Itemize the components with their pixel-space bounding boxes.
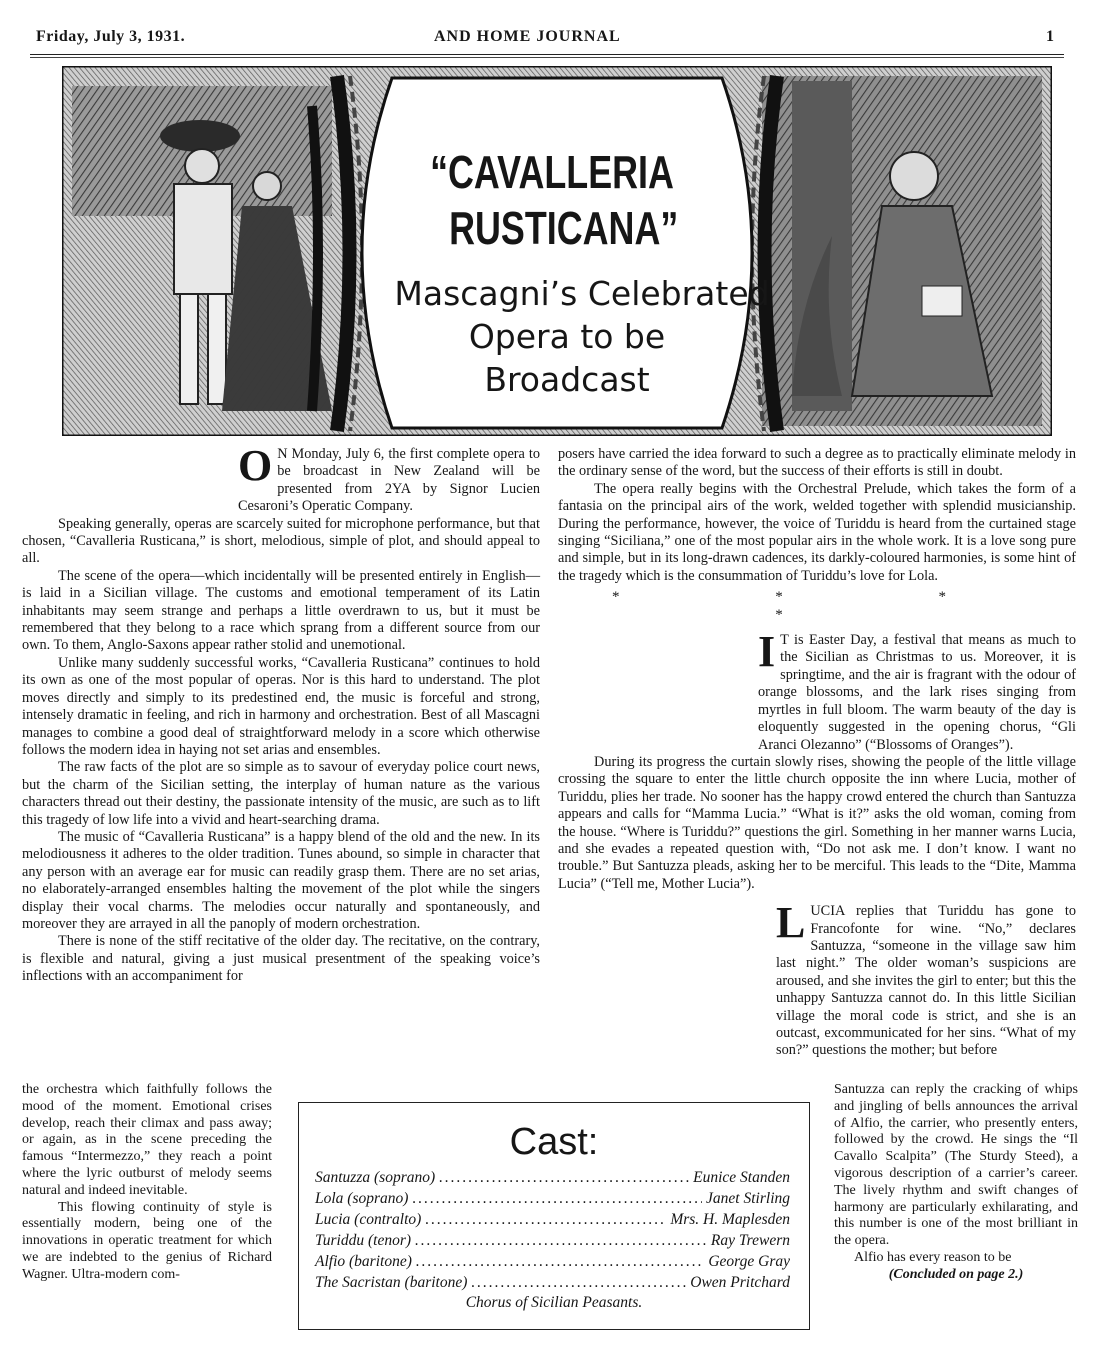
cast-row (315, 1274, 790, 1292)
drop-cap: I (758, 627, 776, 677)
banner-title-line2: RUSTICANA” (449, 202, 679, 254)
banner-title-line1: “CAVALLERIA (430, 146, 674, 198)
drop-cap: L (776, 898, 806, 948)
cast-performer: George Gray (708, 1253, 790, 1270)
article-paragraph: O N Monday, July 6, the first complete opera to be broadcast in New Zealand will be presented from 2YA by Signor Lucien Cesaroni’s Operatic Company. (238, 441, 540, 515)
cast-row (315, 1253, 790, 1271)
cast-performer: Owen Pritchard (690, 1274, 790, 1291)
article-right-column-narrow (834, 1082, 1078, 1284)
page-number: 1 (1046, 28, 1055, 45)
banner-subtitle (332, 272, 772, 401)
article-paragraph: Santuzza can reply the cracking of whips and jingling of bells announces the arrival of Alfio, the carrier, who presently enters, followed by the crowd. He sings the “Il Cavallo Scalpita” (The Sturdy Steed), a vigorous description of a carrier’s career. The lively rhythm and swift changes of harmony are particularly exhilarating, and this number is one of the most brilliant in the opera. (834, 1082, 1078, 1249)
cast-row (315, 1211, 790, 1229)
leader-dots (425, 1211, 666, 1229)
cast-performer: Mrs. H. Maplesden (670, 1211, 790, 1228)
cast-performer: Ray Trewern (710, 1232, 790, 1249)
article-paragraph: Alfio has every reason to be (854, 1249, 1012, 1265)
cast-performer: Eunice Standen (693, 1169, 790, 1186)
banner-subtitle-line3: Broadcast (484, 360, 650, 399)
leader-dots (439, 1169, 689, 1187)
leader-dots (415, 1232, 707, 1250)
header-rule-secondary (30, 57, 1064, 58)
article-paragraph: The opera really begins with the Orchestral Prelude, which takes the form of a fantasia on the principal airs of the work, welded together with splendid musicianship. During the performance, however, the voice of Turiddu is heard from the curtained stage singing “Siciliana,” one of the most popular airs in the whole work. It is a love song pure and simple, but in its long-drawn cadences, its darkly-coloured harmonies, is some hint of the tragedy which is the consummation of Turiddu’s love for Lola. (558, 480, 1076, 584)
cast-row (315, 1169, 790, 1187)
article-paragraph: The raw facts of the plot are so simple as to savour of everyday police court news, but the charm of the Sicilian setting, the interplay of human nature as the various characters thread out their destiny, the passionate intensity of the music, are such as to lift this tragedy of low life into a vivid and heart-searching drama. (22, 759, 540, 828)
continued-notice: (Concluded on page 2.) (888, 1266, 1024, 1282)
cast-box (298, 1102, 810, 1330)
cast-title: Cast: (509, 1121, 599, 1163)
cast-role: Lucia (contralto) (315, 1211, 422, 1228)
leader-dots (412, 1190, 702, 1208)
header-rule (30, 54, 1064, 55)
cast-chorus: Chorus of Sicilian Peasants. (465, 1294, 643, 1311)
article-paragraph: Speaking generally, operas are scarcely suited for microphone performance, but that chosen, “Cavalleria Rusticana,” is short, melodious, simple of plot, and should appeal to all. (22, 515, 540, 567)
article-paragraph: There is none of the stiff recitative of the older day. The recitative, on the contrary, is flexible and natural, giving a just musical presentment of the speaking voice’s inflections with an accompaniment for (22, 933, 540, 985)
cast-role: Lola (soprano) (315, 1190, 409, 1207)
cast-role: The Sacristan (baritone) (315, 1274, 468, 1291)
drop-cap: O (238, 441, 273, 490)
article-paragraph: the orchestra which faithfully follows the mood of the moment. Emotional crises develop, reach their climax and pass away; or again, as in the scene preceding the famous “Intermezzo,” they reach a point where the lyric outburst of melody seems natural and indeed inevitable. (22, 1082, 272, 1198)
leader-dots (416, 1253, 704, 1271)
issue-date: Friday, July 3, 1931. (36, 28, 186, 45)
cast-role: Santuzza (soprano) (315, 1169, 436, 1186)
opera-banner-illustration (62, 66, 1052, 436)
section-divider-stars: * * * * (612, 589, 1022, 623)
article-paragraph: I T is Easter Day, a festival that means as much to the Sicilian as Christmas to us. Moreover, it is springtime, and the air is fragrant with the odour of orange blossoms, and the lark rises singing from myrtles in full bloom. The warm beauty of the day is eloquently suggested in the opening chorus, “Gli Aranci Olezanno” (“Blossoms of Oranges”). (758, 627, 1076, 753)
article-paragraph: During its progress the curtain slowly rises, showing the people of the little village crossing the square to enter the little church opposite the inn where Lucia, mother of Turiddu, plies her trade. No sooner has the happy crowd entered the church than Santuzza appears and calls for “Mamma Lucia.” “What is it?” asks the old woman, coming from the house. “Where is Turiddu?” questions the girl. Something in her manner warns Lucia, and she evades a repeated question with, “Do not ask me. I don’t know. I want no trouble.” But Santuzza pleads, asking her to be merciful. This leads to the “Dite, Mamma Lucia” (“Tell me, Mother Lucia”). (558, 753, 1076, 892)
cast-role: Turiddu (tenor) (315, 1232, 412, 1249)
article-paragraph: The music of “Cavalleria Rusticana” is a happy blend of the old and the new. In its melodiousness it adheres to the older tradition. Tunes abound, so simple in character that any person with an average ear for music can readily grasp them. There are no set arias, no elaborately-arranged ensembles halting the movement of the plot while the singers display their vocal charms. The melodies occur naturally and spontaneously, and moreover they are arrayed in all the panoply of modern orchestration. (22, 828, 540, 932)
cast-performer: Janet Stirling (706, 1190, 790, 1207)
leader-dots (471, 1274, 686, 1292)
cast-role: Alfio (baritone) (315, 1253, 412, 1270)
publication-name: AND HOME JOURNAL (434, 28, 621, 45)
article-left-column (22, 441, 540, 986)
article-paragraph: LUCIA replies that Turiddu has gone to Francofonte for wine. “No,” declares Santuzza, “someone in the village saw him last night.” The older woman’s suspicions are aroused, and she invites the girl to enter; but this the unhappy Santuzza cannot do. In this little Sicilian village the moral code is strict, and she is an outcast, excommunicated for her sins. “What of my son?” questions the mother; but before (776, 898, 1076, 1059)
banner-subtitle-line1: Mascagni’s Celebrated (394, 274, 770, 313)
article-paragraph: posers have carried the idea forward to such a degree as to practically eliminate melody in the ordinary sense of the word, but the success of their efforts is still in doubt. (558, 446, 1076, 480)
banner-subtitle-line2: Opera to be (468, 317, 666, 356)
article-right-column (558, 446, 1076, 1060)
banner-title (380, 144, 723, 256)
article-paragraph: Unlike many suddenly successful works, “Cavalleria Rusticana” continues to hold its own as one of the most popular of operas. Nor is this hard to understand. The plot moves directly and simply to its predestined end, the music is forceful and strong, intensely dramatic in feeling, and rich in harmony and orchestration. Best of all Mascagni manages to combine a good deal of straightforward melody in a score which otherwise follows the modern idea in haying not set arias and ensembles. (22, 654, 540, 758)
cast-row (315, 1190, 790, 1208)
article-left-column-narrow (22, 1082, 272, 1284)
article-paragraph: This flowing continuity of style is essentially modern, being one of the innovations in operatic treatment for which we are indebted to the genius of Richard Wagner. Ultra-modern com- (22, 1199, 272, 1282)
article-paragraph: The scene of the opera—which incidentally will be presented entirely in English—is laid in a Sicilian village. The customs and emotional temperament of its Latin inhabitants may seem strange and perhaps a little overdrawn to us, but it must be remembered that they belong to a race which sprang from a different source from our own. To them, Anglo-Saxons appear rather stolid and unemotional. (22, 567, 540, 654)
cast-row (315, 1232, 790, 1250)
